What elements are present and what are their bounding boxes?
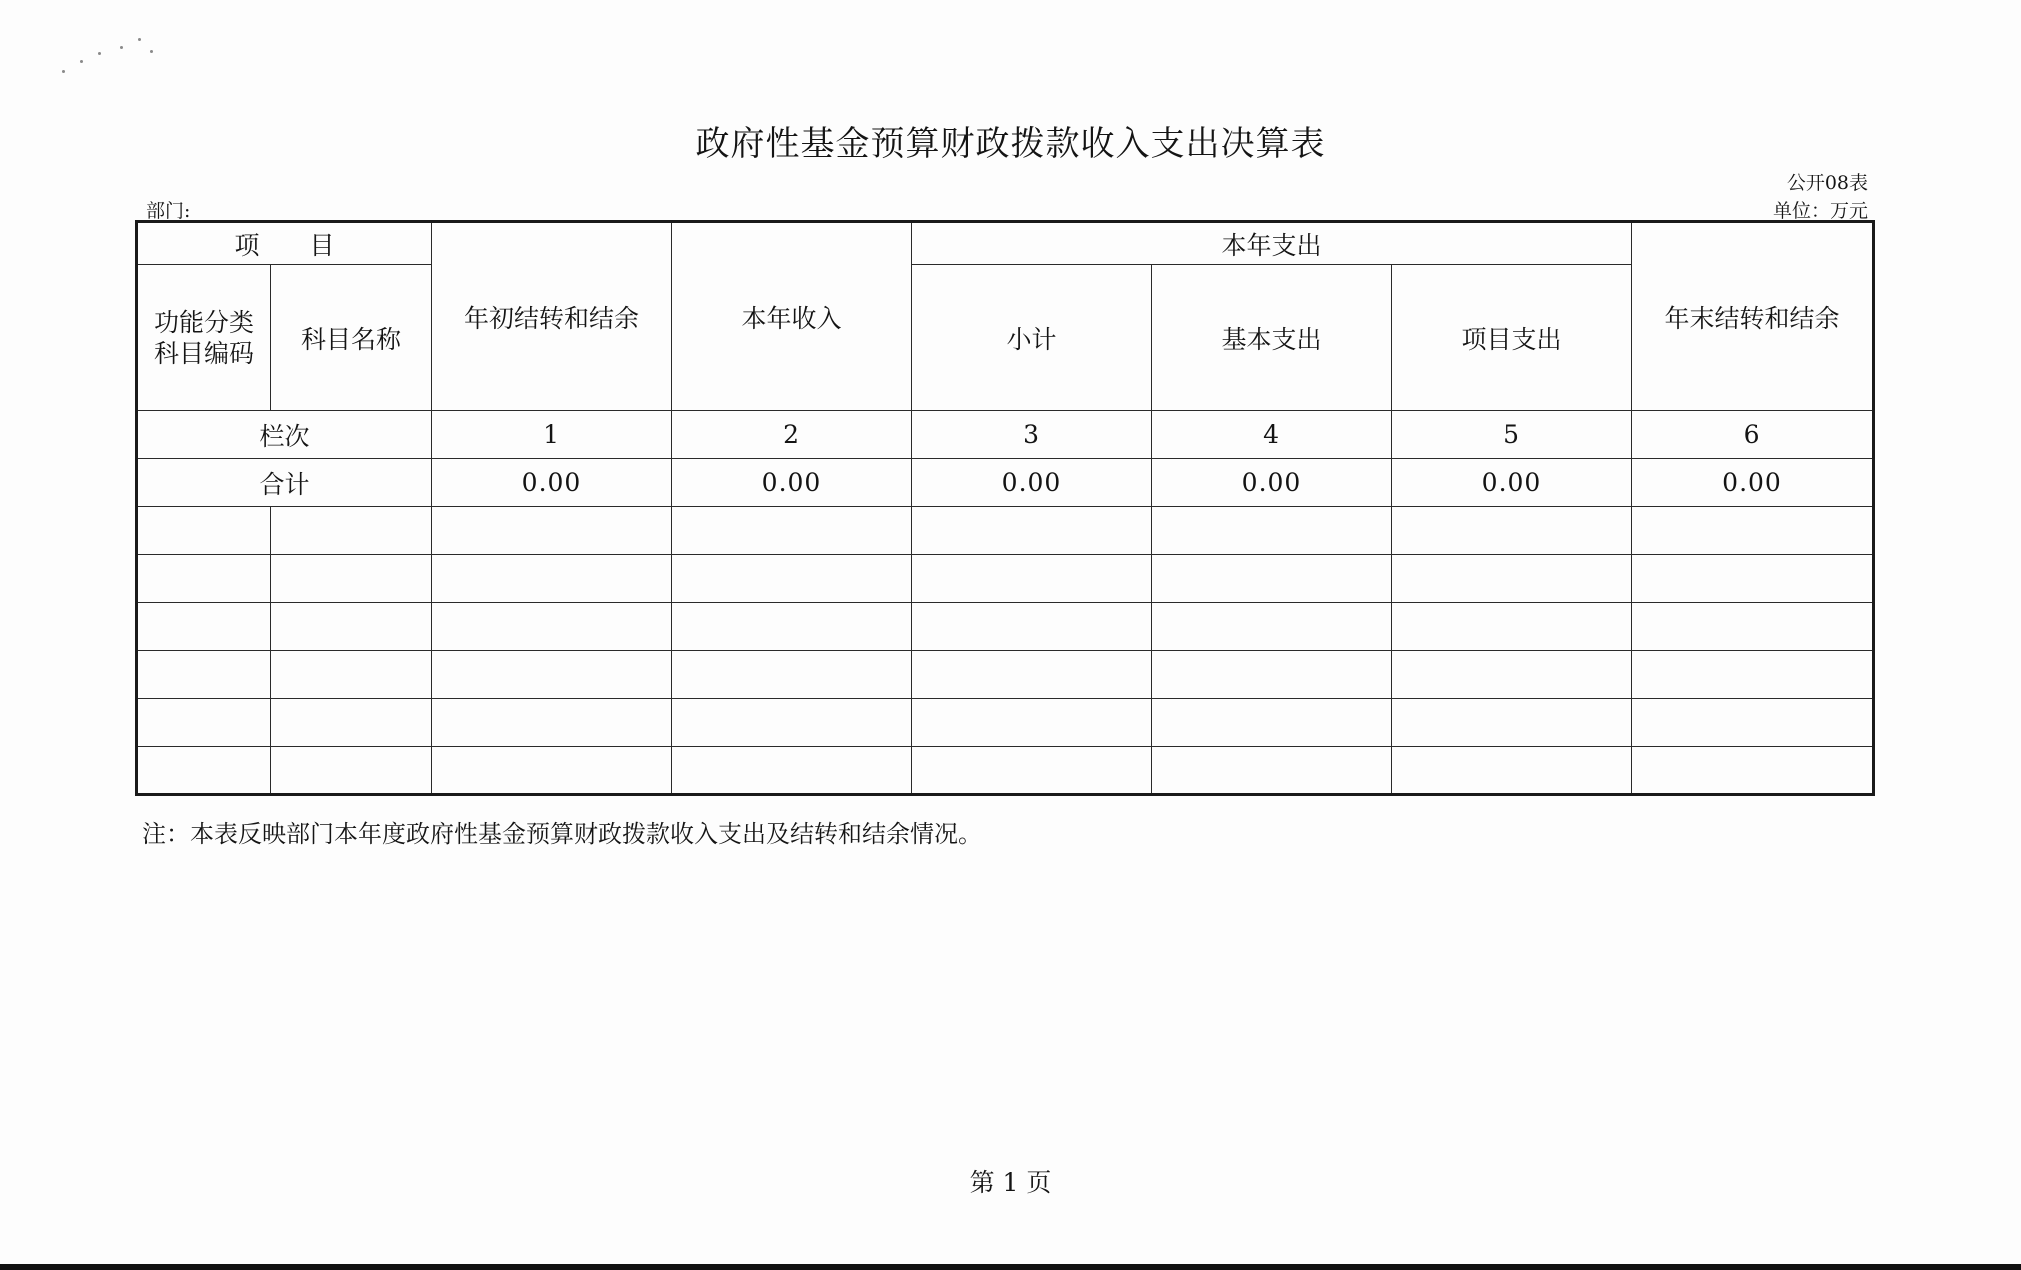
table-cell (432, 651, 672, 699)
table-cell (137, 603, 271, 651)
total-label: 合计 (137, 459, 432, 507)
budget-table (135, 220, 1875, 796)
func-code-text: 功能分类 科目编码 (153, 307, 254, 368)
table-cell (672, 651, 912, 699)
table-note: 注：本表反映部门本年度政府性基金预算财政拨款收入支出及结转和结余情况。 (142, 820, 982, 848)
table-row (137, 555, 1874, 603)
table-cell (271, 603, 432, 651)
page-number: 第 1 页 (969, 1168, 1052, 1197)
total-row (137, 459, 1874, 507)
unit-label: 单位：万元 (1772, 200, 1868, 222)
table-cell (432, 555, 672, 603)
header-expense-group: 本年支出 (912, 222, 1632, 265)
table-cell (1632, 555, 1874, 603)
table-cell (672, 555, 912, 603)
table-cell (1392, 603, 1632, 651)
table-cell (1152, 651, 1392, 699)
table-cell (271, 507, 432, 555)
column-index: 4 (1152, 411, 1392, 459)
total-value: 0.00 (912, 459, 1152, 507)
table-cell (672, 603, 912, 651)
table-cell (432, 603, 672, 651)
column-index-label: 栏次 (137, 411, 432, 459)
scan-specks (58, 30, 168, 80)
column-index: 5 (1392, 411, 1632, 459)
header-subject-name: 科目名称 (271, 265, 432, 411)
table-cell (1632, 747, 1874, 795)
column-index: 2 (672, 411, 912, 459)
table-cell (137, 699, 271, 747)
table-cell (137, 507, 271, 555)
header-row-1 (137, 222, 1874, 265)
table-cell (432, 507, 672, 555)
header-project-expense: 项目支出 (1392, 265, 1632, 411)
column-index: 6 (1632, 411, 1874, 459)
table-cell (271, 651, 432, 699)
total-value: 0.00 (1632, 459, 1874, 507)
total-value: 0.00 (1152, 459, 1392, 507)
form-code: 公开08表 (1786, 172, 1868, 194)
table-cell (672, 507, 912, 555)
scan-edge (0, 1264, 2021, 1270)
table-cell (912, 747, 1152, 795)
table-cell (271, 699, 432, 747)
table-row (137, 603, 1874, 651)
table-cell (137, 651, 271, 699)
table-cell (1392, 699, 1632, 747)
table-cell (912, 555, 1152, 603)
column-index: 3 (912, 411, 1152, 459)
table-cell (912, 603, 1152, 651)
table-row (137, 699, 1874, 747)
table-cell (912, 651, 1152, 699)
table-row (137, 747, 1874, 795)
table-cell (1152, 603, 1392, 651)
table-cell (1632, 507, 1874, 555)
table-cell (432, 699, 672, 747)
table-cell (137, 747, 271, 795)
table-cell (1152, 747, 1392, 795)
header-func-code (137, 265, 271, 411)
table-cell (912, 507, 1152, 555)
table-cell (1152, 699, 1392, 747)
table-cell (1152, 555, 1392, 603)
table-cell (1152, 507, 1392, 555)
table-cell (1392, 507, 1632, 555)
document-title: 政府性基金预算财政拨款收入支出决算表 (695, 124, 1326, 164)
header-income: 本年收入 (672, 222, 912, 411)
table-cell (1392, 555, 1632, 603)
total-value: 0.00 (672, 459, 912, 507)
table-cell (1632, 699, 1874, 747)
department-label: 部门: (146, 200, 191, 222)
header-basic-expense: 基本支出 (1152, 265, 1392, 411)
column-index: 1 (432, 411, 672, 459)
table-cell (432, 747, 672, 795)
table-cell (672, 699, 912, 747)
table-row (137, 651, 1874, 699)
column-index-row (137, 411, 1874, 459)
table-cell (1632, 651, 1874, 699)
table-cell (912, 699, 1152, 747)
header-item: 项 目 (137, 222, 432, 265)
table-cell (1392, 651, 1632, 699)
table-cell (137, 555, 271, 603)
header-row-2 (137, 265, 1874, 411)
table-row (137, 507, 1874, 555)
table-cell (1632, 603, 1874, 651)
header-subtotal: 小计 (912, 265, 1152, 411)
table-cell (271, 747, 432, 795)
header-begin-balance: 年初结转和结余 (432, 222, 672, 411)
table-cell (1392, 747, 1632, 795)
total-value: 0.00 (1392, 459, 1632, 507)
total-value: 0.00 (432, 459, 672, 507)
header-end-balance: 年末结转和结余 (1632, 222, 1874, 411)
table-cell (271, 555, 432, 603)
table-cell (672, 747, 912, 795)
